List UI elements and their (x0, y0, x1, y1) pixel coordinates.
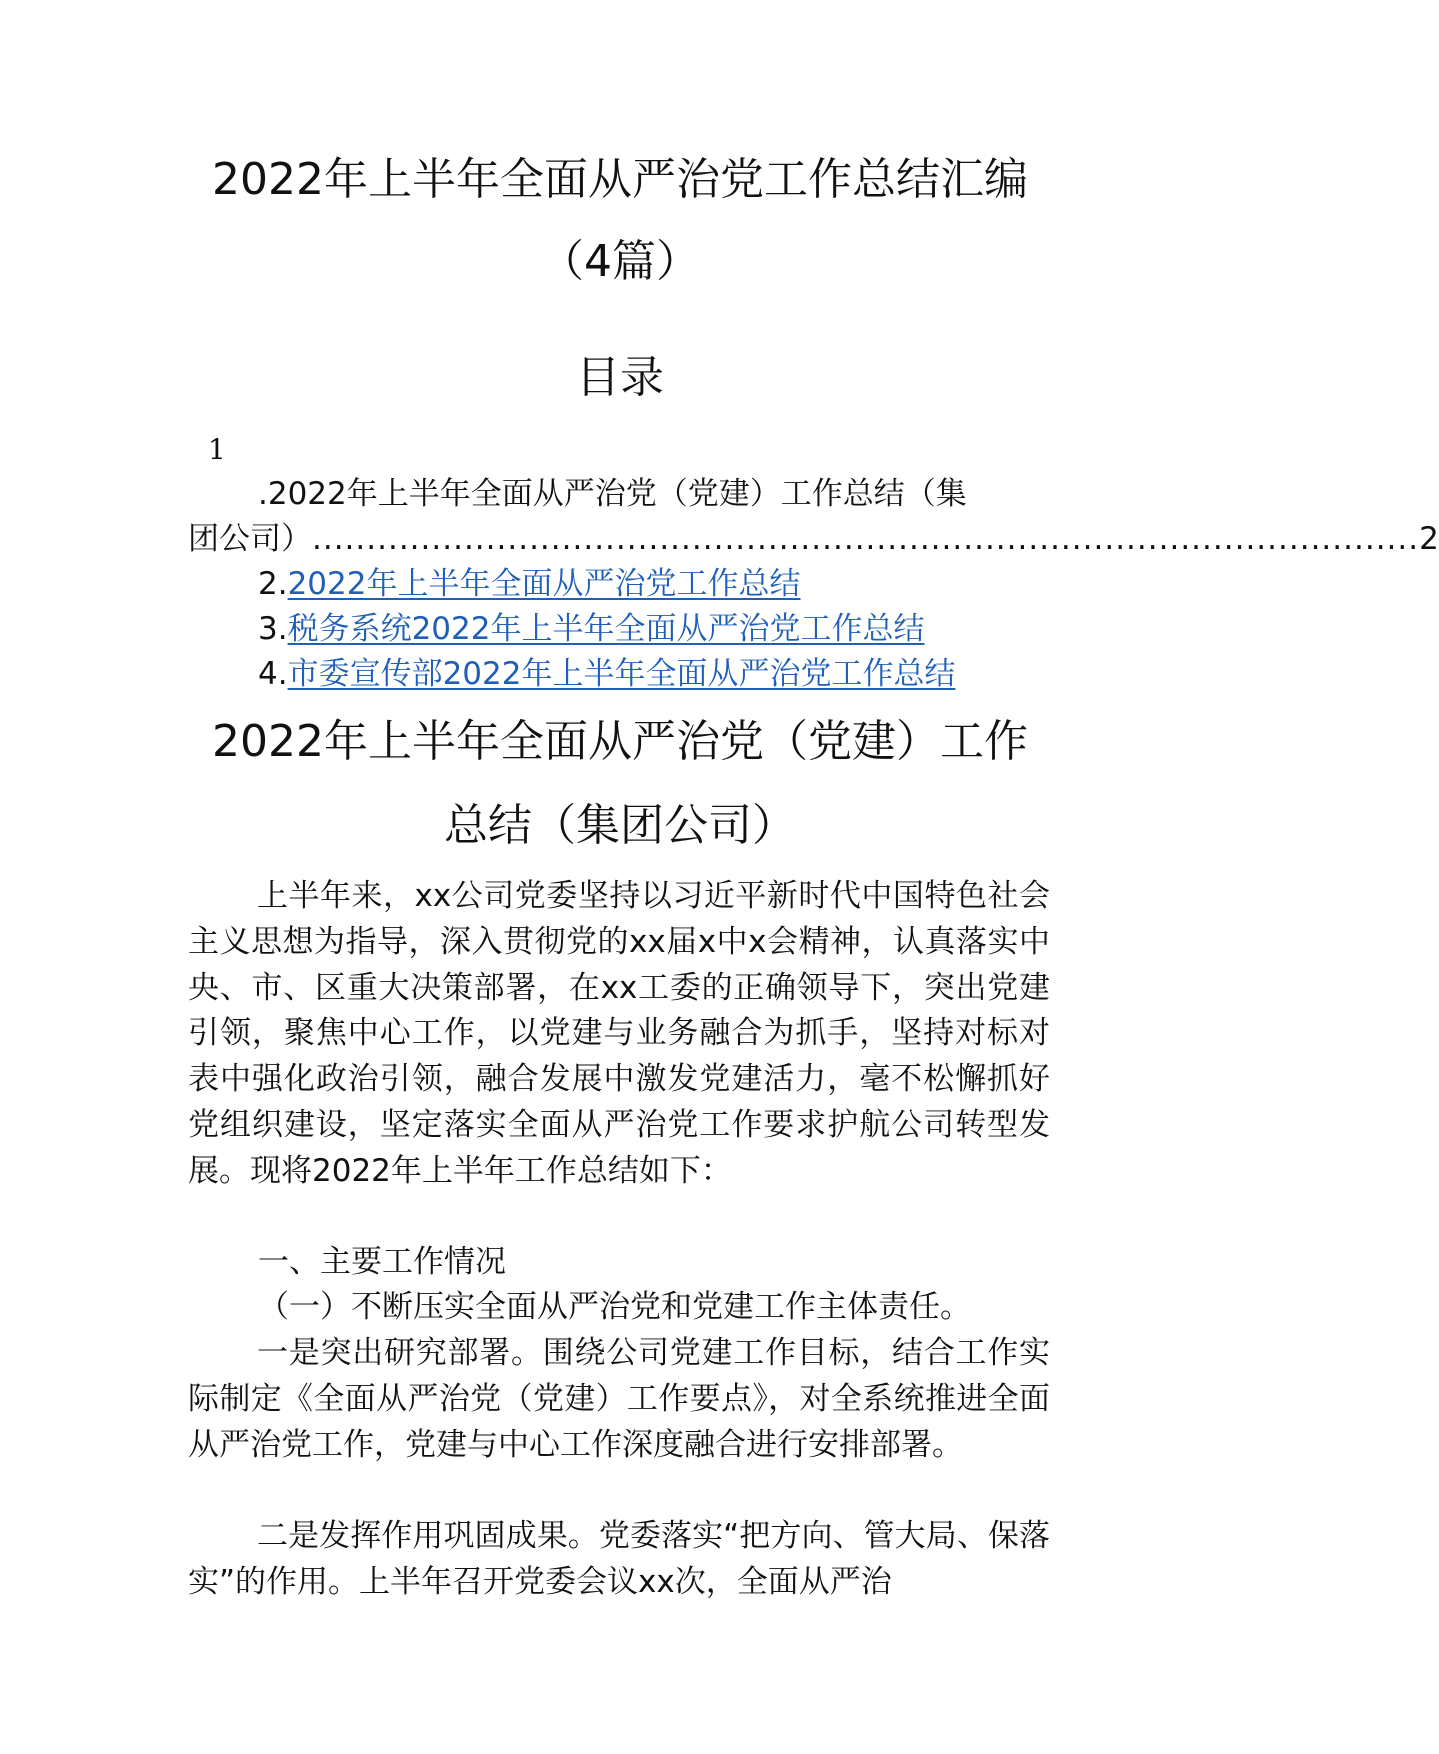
toc-item-2 (258, 562, 800, 606)
toc-item-4-number: 4. (258, 656, 288, 692)
paragraph-point-1: 一是突出研究部署。围绕公司党建工作目标，结合工作实际制定《全面从严治党（党建）工作要点》，对全系统推进全面从严治党工作，党建与中心工作深度融合进行安排部署。 (188, 1335, 1050, 1463)
paragraph-intro: 上半年来，xx公司党委坚持以习近平新时代中国特色社会主义思想为指导，深入贯彻党的xx届x中x会精神，认真落实中央、市、区重大决策部署，在xx工委的正确领导下，突出党建引领，聚焦中心工作，以党建与业务融合为抓手，坚持对标对表中强化政治引领，融合发展中激发党建活力，毫不松懈抓好党组织建设，坚定落实全面从严治党工作要求护航公司转型发展。现将2022年上半年工作总结如下： (188, 878, 1050, 1189)
toc-link-4[interactable]: 市委宣传部2022年上半年全面从严治党工作总结 (287, 656, 956, 692)
paragraph-point-2: 二是发挥作用巩固成果。党委落实“把方向、管大局、保落实”的作用。上半年召开党委会议xx次，全面从严治 (188, 1518, 1050, 1600)
toc-leader-dots: ...................................................................................................... (312, 521, 1420, 557)
toc-item-2-number: 2. (258, 566, 288, 602)
document-title-line2: （4篇） (540, 236, 700, 287)
toc-item-1-page: 2 (1419, 521, 1439, 557)
toc-item-1-text: .2022年上半年全面从严治党（党建）工作总结（集 (258, 476, 967, 512)
toc-item-1-continuation[interactable] (188, 517, 1439, 561)
toc-page-marker: 1 (208, 433, 226, 466)
toc-item-1[interactable] (258, 472, 967, 516)
toc-link-2[interactable]: 2022年上半年全面从严治党工作总结 (287, 566, 801, 602)
article-title-line1: 2022年上半年全面从严治党（党建）工作 (212, 716, 1028, 767)
toc-item-3-number: 3. (258, 611, 288, 647)
toc-item-3 (258, 607, 924, 651)
section-heading-1: 一、主要工作情况 (258, 1244, 506, 1280)
toc-link-3[interactable]: 税务系统2022年上半年全面从严治党工作总结 (287, 611, 925, 647)
document-title-line1: 2022年上半年全面从严治党工作总结汇编 (212, 154, 1028, 205)
toc-item-4 (258, 652, 955, 696)
subsection-heading-1: （一）不断压实全面从严治党和党建工作主体责任。 (258, 1289, 971, 1325)
article-title-line2: 总结（集团公司） (444, 800, 796, 851)
toc-heading: 目录 (576, 352, 664, 403)
toc-item-1-text-end: 团公司） (188, 521, 312, 557)
